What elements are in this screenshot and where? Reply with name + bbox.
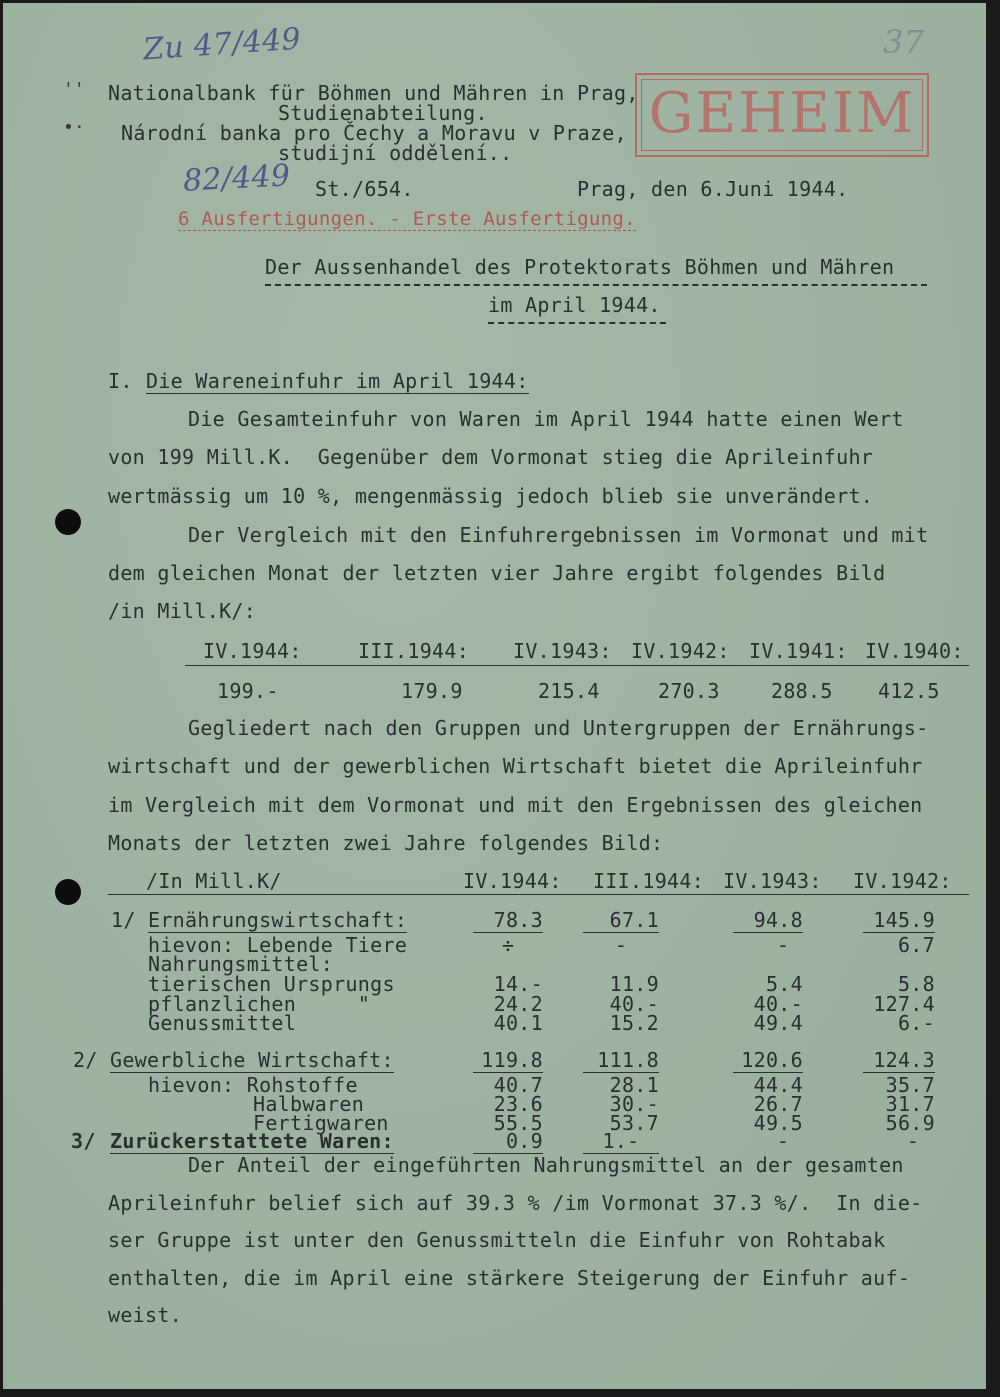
table-cell: 67.1 (583, 908, 659, 933)
table-cell: 120.6 (733, 1048, 803, 1073)
paragraph-line: ser Gruppe ist unter den Genussmitteln die Einfuhr von Rohtabak (108, 1228, 886, 1252)
handwritten-file-reference: Zu 47/449 (141, 21, 302, 68)
paragraph-line: wertmässig um 10 %, mengenmässig jedoch blieb sie unverändert. (108, 484, 874, 508)
table-header-cell: IV.1943: (723, 869, 822, 893)
table-cell: 28.1 (609, 1073, 659, 1097)
table-cell: 94.8 (733, 908, 803, 933)
row-label: Zurückerstattete Waren: (110, 1129, 394, 1153)
document-page (3, 3, 986, 1389)
table-header-rule (108, 894, 969, 895)
paragraph-line: Aprileinfuhr belief sich auf 39.3 % /im Vormonat 37.3 %/. In die- (108, 1191, 923, 1215)
table-header-cell: IV.1943: (513, 639, 612, 663)
handwritten-page-number: 37 (883, 23, 925, 61)
table-cell: 31.7 (885, 1092, 935, 1116)
paragraph-line: von 199 Mill.K. Gegenüber dem Vormonat stieg die Aprileinfuhr (108, 445, 874, 469)
table-header-rule (185, 665, 969, 666)
table-cell: 127.4 (873, 992, 935, 1016)
reference-number: St./654. (315, 177, 414, 201)
table-cell: 15.2 (609, 1011, 659, 1035)
title-dashed-underline (265, 284, 927, 286)
table-cell: 49.4 (753, 1011, 803, 1035)
section-number: I. (108, 369, 133, 393)
paragraph-line: enthalten, die im April eine stärkere Steigerung der Einfuhr auf- (108, 1266, 911, 1290)
table-cell: 26.7 (753, 1092, 803, 1116)
paragraph-line: im Vergleich mit dem Vormonat und mit den Ergebnissen des gleichen (108, 793, 923, 817)
table-cell: 288.5 (771, 679, 833, 703)
table-cell: 56.9 (885, 1111, 935, 1135)
table-cell: 55.5 (493, 1111, 543, 1135)
table-cell: 53.7 (609, 1111, 659, 1135)
row-label: pflanzlichen " (148, 992, 371, 1016)
paragraph-line: Die Gesamteinfuhr von Waren im April 1944 hatte einen Wert (188, 407, 904, 431)
letterhead-line-1: Nationalbank für Böhmen und Mähren in Prag, (108, 81, 639, 105)
table-cell: 6.7 (897, 933, 935, 957)
row-label: Genussmittel (148, 1011, 297, 1035)
letterhead-line-4: studijní oddělení.. (278, 141, 513, 165)
margin-mark: •· (63, 117, 85, 138)
table-cell: 30.- (609, 1092, 659, 1116)
table-unit-label: /In Mill.K/ (146, 869, 282, 893)
table-cell: - (906, 1129, 920, 1153)
row-label: hievon: Lebende Tiere (148, 933, 408, 957)
row-number: 1/ (111, 908, 136, 932)
row-label: hievon: Rohstoffe (148, 1073, 358, 1097)
table-cell: 179.9 (401, 679, 463, 703)
table-cell: 6.- (897, 1011, 935, 1035)
table-cell: 412.5 (878, 679, 940, 703)
row-number: 3/ (71, 1129, 96, 1153)
letterhead-line-2: Studienabteilung. (278, 101, 488, 125)
table-cell: 5.4 (765, 972, 803, 996)
table-cell: 40.- (753, 992, 803, 1016)
table-cell: 49.5 (753, 1111, 803, 1135)
table-cell: 119.8 (473, 1048, 543, 1073)
table-cell: 35.7 (885, 1073, 935, 1097)
table-cell: 40.7 (493, 1073, 543, 1097)
row-label: Halbwaren (253, 1092, 365, 1116)
paragraph-line: weist. (108, 1303, 183, 1327)
table-cell: 5.8 (897, 972, 935, 996)
document-title-line-2: im April 1944. (488, 293, 661, 317)
paragraph-line: Der Anteil der eingeführten Nahrungsmittel an der gesamten (188, 1153, 904, 1177)
row-label: Fertigwaren (253, 1111, 389, 1135)
date-line: Prag, den 6.Juni 1944. (577, 177, 849, 201)
paragraph-line: Der Vergleich mit den Einfuhrergebnissen im Vormonat und mit (188, 523, 929, 547)
table-cell: 111.8 (583, 1048, 659, 1073)
secret-stamp (635, 73, 929, 157)
table-header-cell: IV.1941: (749, 639, 848, 663)
paragraph-line: Gegliedert nach den Gruppen und Untergruppen der Ernährungs- (188, 716, 929, 740)
table-cell: 44.4 (753, 1073, 803, 1097)
row-label: Gewerbliche Wirtschaft: (110, 1048, 394, 1072)
punch-hole (55, 509, 81, 535)
table-cell: 23.6 (493, 1092, 543, 1116)
letterhead-line-3: Národní banka pro Čechy a Moravu v Praze, (121, 121, 627, 145)
table-header-cell: IV.1940: (865, 639, 964, 663)
margin-mark: '' (63, 79, 85, 100)
table-header-cell: IV.1942: (631, 639, 730, 663)
table-cell: 24.2 (493, 992, 543, 1016)
table-header-cell: IV.1944: (463, 869, 562, 893)
table-header-cell: III.1944: (593, 869, 705, 893)
table-header-cell: IV.1942: (853, 869, 952, 893)
table-cell: - (614, 933, 628, 957)
title-dashed-underline-2 (488, 322, 666, 324)
row-number: 2/ (73, 1048, 98, 1072)
table-cell: 40.1 (493, 1011, 543, 1035)
section-heading: Die Wareneinfuhr im April 1944: (146, 369, 529, 393)
table-cell: 145.9 (863, 908, 935, 933)
paragraph-line: wirtschaft und der gewerblichen Wirtschaft bietet die Aprileinfuhr (108, 754, 923, 778)
punch-hole (55, 879, 81, 905)
paragraph-line: dem gleichen Monat der letzten vier Jahre ergibt folgendes Bild (108, 561, 886, 585)
row-label: Ernährungswirtschaft: (148, 908, 408, 932)
row-label: tierischen Ursprungs (148, 972, 395, 996)
table-cell: 1.- (583, 1129, 659, 1154)
table-header-cell: IV.1944: (203, 639, 302, 663)
document-title-line-1: Der Aussenhandel des Protektorats Böhmen und Mähren (265, 255, 895, 279)
row-label: Nahrungsmittel: (148, 952, 334, 976)
table-cell: 215.4 (538, 679, 600, 703)
paragraph-line: Monats der letzten zwei Jahre folgendes Bild: (108, 831, 664, 855)
table-cell: 14.- (493, 972, 543, 996)
secret-stamp-text: GEHEIM (648, 81, 916, 146)
table-cell: ÷ (501, 933, 515, 957)
paragraph-line: /in Mill.K/: (108, 599, 257, 623)
table-cell: 40.- (609, 992, 659, 1016)
table-cell: 199.- (217, 679, 279, 703)
table-cell: 78.3 (473, 908, 543, 933)
table-header-cell: III.1944: (358, 639, 470, 663)
table-cell: 0.9 (473, 1129, 543, 1154)
table-cell: 270.3 (658, 679, 720, 703)
table-cell: - (776, 933, 790, 957)
copies-line: 6 Ausfertigungen. - Erste Ausfertigung. (178, 208, 636, 230)
handwritten-document-number: 82/449 (182, 158, 292, 199)
table-cell: 124.3 (863, 1048, 935, 1073)
table-cell: 11.9 (609, 972, 659, 996)
table-cell: - (776, 1129, 790, 1153)
